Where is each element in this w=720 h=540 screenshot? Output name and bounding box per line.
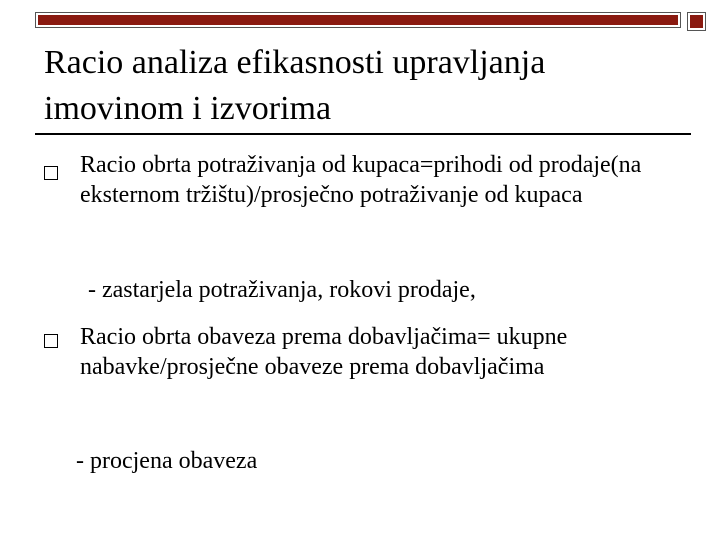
hollow-square-bullet-icon xyxy=(44,334,58,348)
bullet-item-1-text: Racio obrta potraživanja od kupaca=prihodi od prodaje(na eksternom tržištu)/prosječno potraživanje od kupaca xyxy=(80,152,642,208)
sub-item-1-text: - zastarjela potraživanja, rokovi prodaje, xyxy=(88,277,476,303)
top-decorative-bar xyxy=(35,12,681,28)
corner-decorative-box xyxy=(687,12,706,31)
corner-decorative-box-fill xyxy=(690,15,703,28)
bullet-item-2-text: Racio obrta obaveza prema dobavljačima= ukupne nabavke/prosječne obaveze prema dobavljačima xyxy=(80,324,568,380)
sub-item-2-text: - procjena obaveza xyxy=(76,448,258,474)
hollow-square-bullet-icon xyxy=(44,166,58,180)
slide-title: Racio analiza efikasnosti upravljanja imovinom i izvorima xyxy=(44,44,546,127)
top-decorative-bar-fill xyxy=(38,15,678,25)
title-divider xyxy=(35,133,691,135)
